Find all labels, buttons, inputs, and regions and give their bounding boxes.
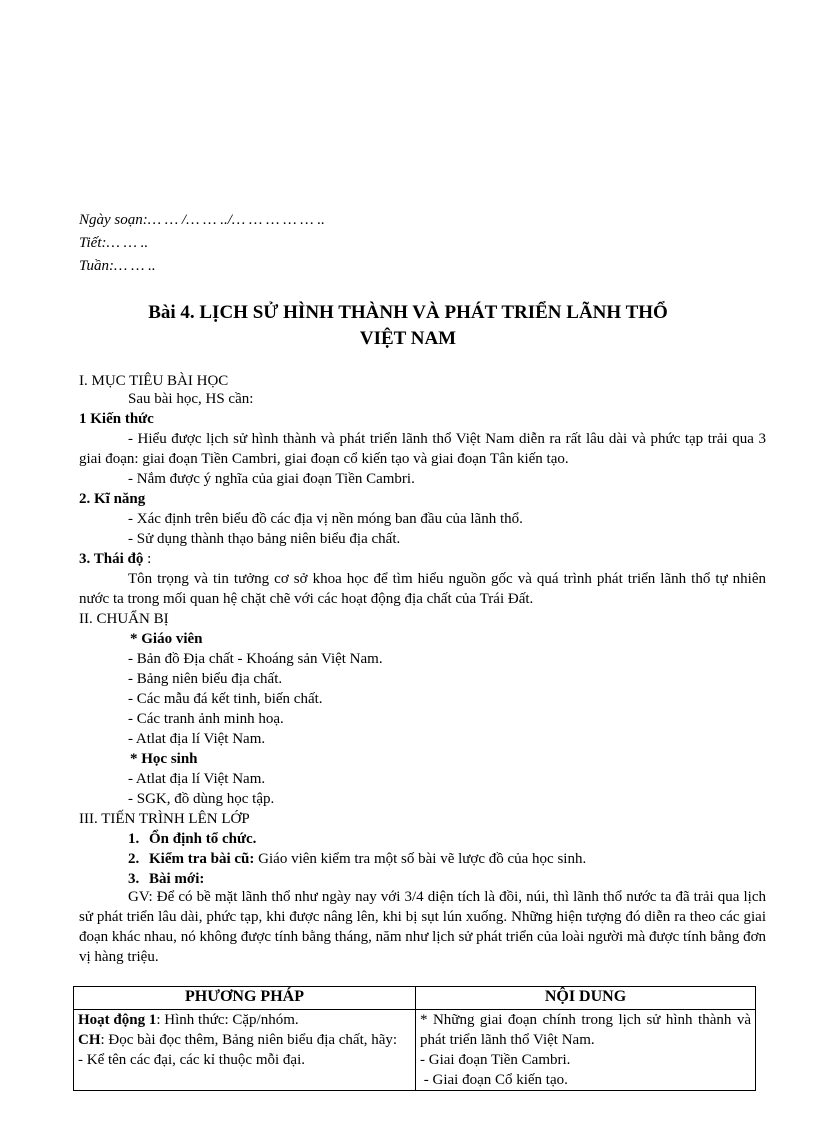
- content-item: - Giai đoạn Cổ kiến tạo.: [420, 1072, 568, 1088]
- student-item: - SGK, đồ dùng học tập.: [128, 791, 275, 807]
- teacher-heading: * Giáo viên: [130, 631, 203, 647]
- date-prepared: Ngày soạn:… … /… … ../… … … … … ..: [79, 212, 325, 228]
- section-heading-procedure: III. TIẾN TRÌNH LÊN LỚP: [79, 811, 250, 827]
- column-header-method: PHƯƠNG PHÁP: [74, 987, 416, 1010]
- skills-item-1: - Xác định trên biểu đồ các địa vị nền móng ban đầu của lãnh thổ.: [128, 511, 523, 527]
- section-heading-preparation: II. CHUẨN BỊ: [79, 611, 169, 627]
- knowledge-paragraph-2: - Nắm được ý nghĩa của giai đoạn Tiền Cambri.: [128, 471, 415, 487]
- content-paragraph: * Những giai đoạn chính trong lịch sử hình thành và phát triển lãnh thổ Việt Nam.: [420, 1012, 751, 1048]
- section-heading-objectives: I. MỤC TIÊU BÀI HỌC: [79, 373, 229, 389]
- procedure-step-1: [128, 829, 256, 849]
- activity-text: : Hình thức: Cặp/nhóm.: [156, 1012, 299, 1028]
- activity-line: [78, 1010, 411, 1030]
- attitude-paragraph: Tôn trọng và tin tưởng cơ sở khoa học để tìm hiểu nguồn gốc và quá trình phát triển lãnh thổ tự nhiên nước ta trong mối quan hệ chặt chẽ với các hoạt động địa chất của Trái Đất.: [79, 571, 766, 607]
- step-text: Giáo viên kiểm tra một số bài vẽ lược đồ của học sinh.: [254, 851, 587, 867]
- step-number: 2.: [128, 851, 140, 867]
- step-label: Ổn định tổ chức.: [149, 831, 257, 847]
- step-number: 1.: [128, 831, 140, 847]
- attitude-heading: [79, 549, 151, 569]
- step-label: Kiểm tra bài cũ:: [149, 851, 255, 867]
- teacher-item: - Bảng niên biểu địa chất.: [128, 671, 283, 687]
- teacher-item: - Các tranh ảnh minh hoạ.: [128, 711, 284, 727]
- procedure-step-2: [128, 849, 586, 869]
- week: Tuần:… … ..: [79, 258, 156, 274]
- teacher-item: - Bản đồ Địa chất - Khoáng sản Việt Nam.: [128, 651, 383, 667]
- attitude-heading-label: 3. Thái độ: [79, 551, 144, 567]
- lesson-table: [73, 986, 756, 1091]
- knowledge-heading: 1 Kiến thức: [79, 411, 154, 427]
- question-label: CH: [78, 1032, 101, 1048]
- step-label: Bài mới:: [149, 871, 205, 887]
- content-cell: [416, 1010, 756, 1091]
- column-header-content: NỘI DUNG: [416, 987, 756, 1010]
- step-number: 3.: [128, 871, 140, 887]
- teacher-item: - Atlat địa lí Việt Nam.: [128, 731, 266, 747]
- method-cell: [74, 1010, 416, 1091]
- teacher-intro-paragraph: GV: Để có bề mặt lãnh thổ như ngày nay với 3/4 diện tích là đồi, núi, thì lãnh thổ nước ta đã trải qua lịch sử phát triển lâu dài, phức tạp, khi được nâng lên, khi bị sụt lún xuống. Những hiện tượng đó diễn ra theo các giai đoạn khác nhau, nó không được tính bằng tháng, năm như lịch sử phát triển của loài người mà được tính bằng đơn vị hàng triệu.: [79, 889, 766, 965]
- page-title: Bài 4. LỊCH SỬ HÌNH THÀNH VÀ PHÁT TRIỂN LÃNH THỔ: [148, 302, 668, 323]
- objectives-intro: Sau bài học, HS cần:: [128, 391, 254, 407]
- method-item: - Kể tên các đại, các kỉ thuộc mỗi đại.: [78, 1052, 305, 1068]
- student-item: - Atlat địa lí Việt Nam.: [128, 771, 266, 787]
- question-text: : Đọc bài đọc thêm, Bảng niên biểu địa chất, hãy:: [100, 1032, 398, 1048]
- skills-item-2: - Sử dụng thành thạo bảng niên biểu địa chất.: [128, 531, 401, 547]
- teacher-item: - Các mẫu đá kết tinh, biến chất.: [128, 691, 323, 707]
- knowledge-paragraph-1: - Hiểu được lịch sử hình thành và phát triển lãnh thổ Việt Nam diễn ra rất lâu dài và phức tạp trải qua 3 giai đoạn: giai đoạn Tiền Cambri, giai đoạn cổ kiến tạo và giai đoạn Tân kiến tạo.: [79, 431, 766, 467]
- lesson-period: Tiết:… … ..: [79, 235, 149, 251]
- table-header-row: [74, 987, 756, 1010]
- student-heading: * Học sinh: [130, 751, 198, 767]
- skills-heading: 2. Kĩ năng: [79, 491, 146, 507]
- attitude-heading-colon: :: [143, 551, 152, 567]
- table-row: [74, 1010, 756, 1091]
- activity-label: Hoạt động 1: [78, 1012, 157, 1028]
- procedure-step-3: [128, 869, 204, 889]
- content-item: - Giai đoạn Tiền Cambri.: [420, 1052, 571, 1068]
- question-line: [78, 1030, 411, 1050]
- page-title-line2: VIỆT NAM: [359, 328, 457, 349]
